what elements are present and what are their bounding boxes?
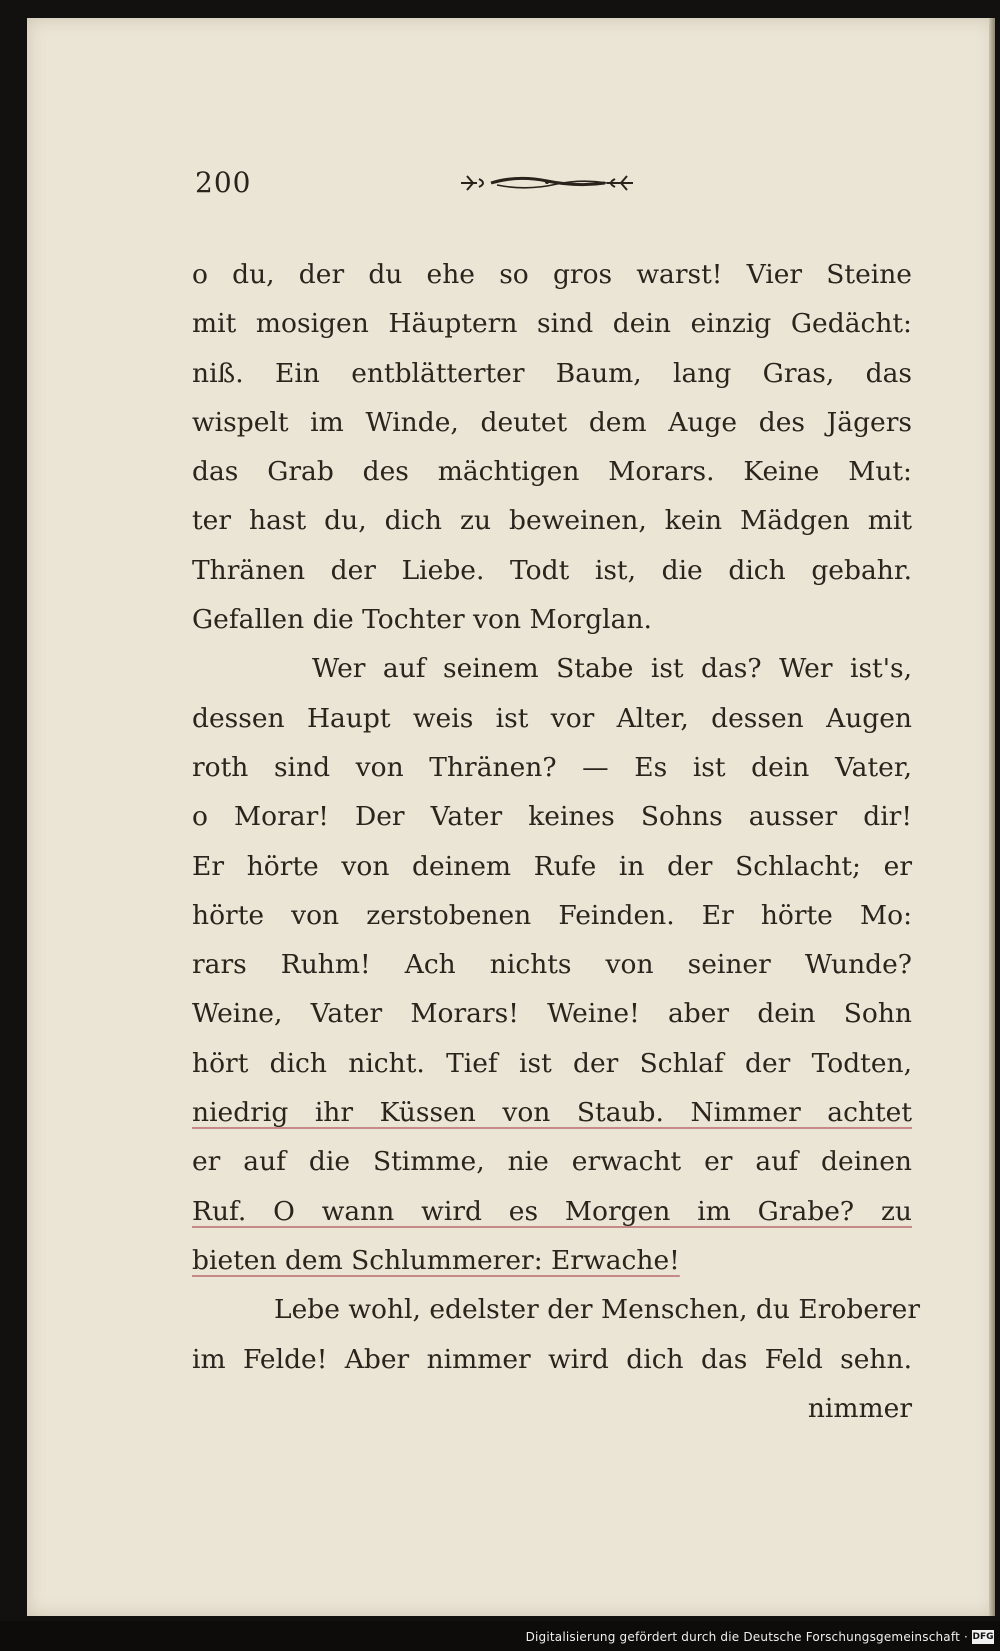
text-line: o du, der du ehe so gros warst! Vier Steine <box>192 259 912 290</box>
text-line: im Felde! Aber nimmer wird dich das Feld sehn. <box>192 1343 912 1375</box>
page-edge <box>989 18 995 1616</box>
text-line: mit mosigen Häuptern sind dein einzig Gedächt: <box>192 308 912 340</box>
text-line: o Morar! Der Vater keines Sohns ausser dir! <box>192 801 912 833</box>
text-line: dessen Haupt weis ist vor Alter, dessen Augen <box>192 702 912 734</box>
text-line: hörte von zerstobenen Feinden. Er hörte Mo: <box>192 899 912 931</box>
text-line: Lebe wohl, edelster der Menschen, du Eroberer <box>274 1294 921 1326</box>
text-line: niß. Ein entblätterter Baum, lang Gras, das <box>192 357 912 389</box>
text-line: Thränen der Liebe. Todt ist, die dich gebahr. <box>192 554 912 586</box>
digitization-credit: Digitalisierung gefördert durch die Deutsche Forschungsgemeinschaft · <box>525 1630 968 1644</box>
text-line: hört dich nicht. Tief ist der Schlaf der Todten, <box>192 1047 912 1079</box>
page-header <box>195 166 915 206</box>
text-line: niedrig ihr Küssen von Staub. Nimmer achtet <box>192 1097 912 1129</box>
text-line: wispelt im Winde, deutet dem Auge des Jägers <box>192 406 912 438</box>
text-line: Weine, Vater Morars! Weine! aber dein Sohn <box>192 998 912 1030</box>
text-line: Gefallen die Tochter von Morglan. <box>192 604 652 636</box>
text-line: bieten dem Schlummerer: Erwache! <box>192 1244 680 1276</box>
text-line: roth sind von Thränen? — Es ist dein Vater, <box>192 751 912 783</box>
dfg-logo-icon: DFG <box>972 1632 994 1642</box>
text-line: ter hast du, dich zu beweinen, kein Mädgen mit <box>192 505 912 537</box>
text-line: er auf die Stimme, nie erwacht er auf deinen <box>192 1146 912 1178</box>
text-line: rars Ruhm! Ach nichts von seiner Wunde? <box>192 949 912 981</box>
catchword: nimmer <box>807 1392 912 1424</box>
footer-bar <box>0 1621 1000 1651</box>
text-line: Wer auf seinem Stabe ist das? Wer ist's, <box>312 653 912 685</box>
page-number: 200 <box>195 166 252 199</box>
body-text <box>192 250 921 1433</box>
text-line: Er hörte von deinem Rufe in der Schlacht; er <box>192 850 912 882</box>
book-page <box>27 18 995 1616</box>
text-line: das Grab des mächtigen Morars. Keine Mut: <box>192 456 912 488</box>
text-line: Ruf. O wann wird es Morgen im Grabe? zu <box>192 1195 912 1227</box>
ornament-icon <box>457 170 637 196</box>
